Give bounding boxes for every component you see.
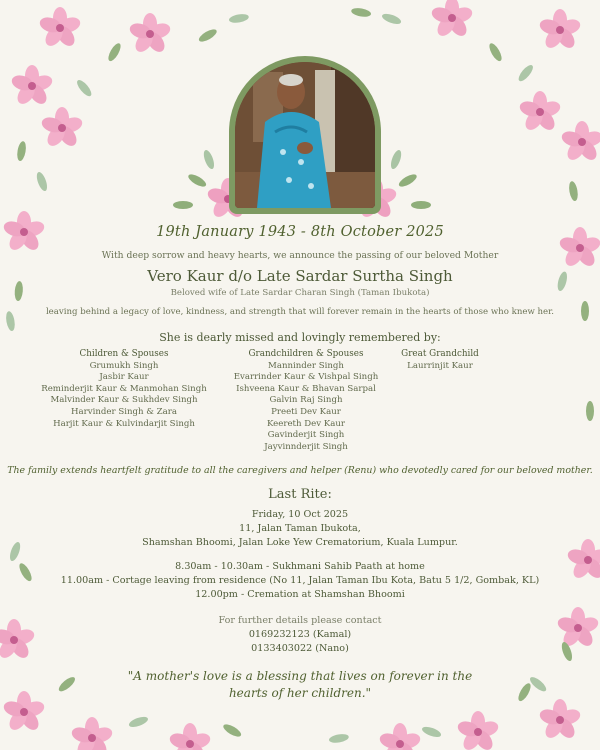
contact-number: 0169232123 (Kamal): [248, 629, 352, 640]
remembered-by-heading: She is dearly missed and lovingly remembered by:: [159, 331, 441, 344]
schedule-item: 12.00pm - Cremation at Shamshan Bhoomi: [195, 589, 405, 600]
announcement-intro: With deep sorrow and heavy hearts, we announce the passing of our beloved Mother: [101, 250, 499, 261]
family-member: Ishveena Kaur & Bhavan Sarpal: [236, 383, 376, 394]
grandchildren-column: [226, 349, 386, 453]
portrait-photo: [235, 62, 375, 208]
rite-venue: Shamshan Bhoomi, Jalan Loke Yew Crematorium, Kuala Lumpur.: [142, 537, 458, 548]
family-member: Gavinderjit Singh: [267, 430, 345, 441]
last-rite-heading: Last Rite:: [268, 487, 332, 502]
rite-address: 11, Jalan Taman Ibukota,: [239, 523, 361, 534]
contact-number: 0133403022 (Nano): [251, 643, 349, 654]
family-member: Galvin Raj Singh: [269, 395, 343, 406]
great-grandchild-column: [390, 349, 490, 372]
children-column: [38, 349, 210, 430]
family-member: Evarrinder Kaur & Vishpal Singh: [233, 372, 379, 383]
family-member: Manninder Singh: [268, 360, 344, 371]
deceased-name: Vero Kaur d/o Late Sardar Surtha Singh: [147, 267, 453, 285]
family-member: Harvinder Singh & Zara: [71, 406, 177, 417]
family-member: Keereth Dev Kaur: [266, 418, 346, 429]
family-member: Jasbir Kaur: [99, 372, 149, 383]
family-member: Malvinder Kaur & Sukhdev Singh: [50, 395, 198, 406]
grandchildren-heading: Grandchildren & Spouses: [248, 349, 364, 359]
family-member: Harjit Kaur & Kulvindarjit Singh: [53, 418, 195, 429]
family-member: Preeti Dev Kaur: [271, 406, 341, 417]
family-member: Jayvinnderjit Singh: [264, 441, 348, 452]
photo-frame: [229, 56, 381, 214]
life-dates: 19th January 1943 - 8th October 2025: [156, 224, 444, 240]
schedule-item: 11.00am - Cortage leaving from residence (No 11, Jalan Taman Ibu Kota, Batu 5 1/2, Gombak, KL): [60, 575, 540, 586]
great-grandchild-heading: Great Grandchild: [401, 349, 479, 359]
quote-line: hearts of her children.": [228, 686, 372, 700]
legacy-line: leaving behind a legacy of love, kindness, and strength that will forever remain in the hearts of those who knew her.: [45, 307, 555, 317]
family-member: Laurrinjit Kaur: [407, 360, 473, 371]
family-member: Grumukh Singh: [89, 360, 159, 371]
schedule-item: 8.30am - 10.30am - Sukhmani Sahib Paath at home: [175, 561, 425, 572]
contact-heading: For further details please contact: [218, 615, 382, 626]
quote-line: "A mother's love is a blessing that lives on forever in the: [127, 669, 473, 683]
gratitude-note: The family extends heartfelt gratitude to all the caregivers and helper (Renu) who devotedly cared for our beloved mother.: [7, 465, 593, 476]
children-heading: Children & Spouses: [79, 349, 169, 359]
family-member: Reminderjit Kaur & Manmohan Singh: [41, 383, 207, 394]
closing-quote: [0, 668, 600, 702]
rite-date: Friday, 10 Oct 2025: [251, 509, 349, 520]
spouse-line: Beloved wife of Late Sardar Charan Singh (Taman Ibukota): [170, 288, 430, 298]
